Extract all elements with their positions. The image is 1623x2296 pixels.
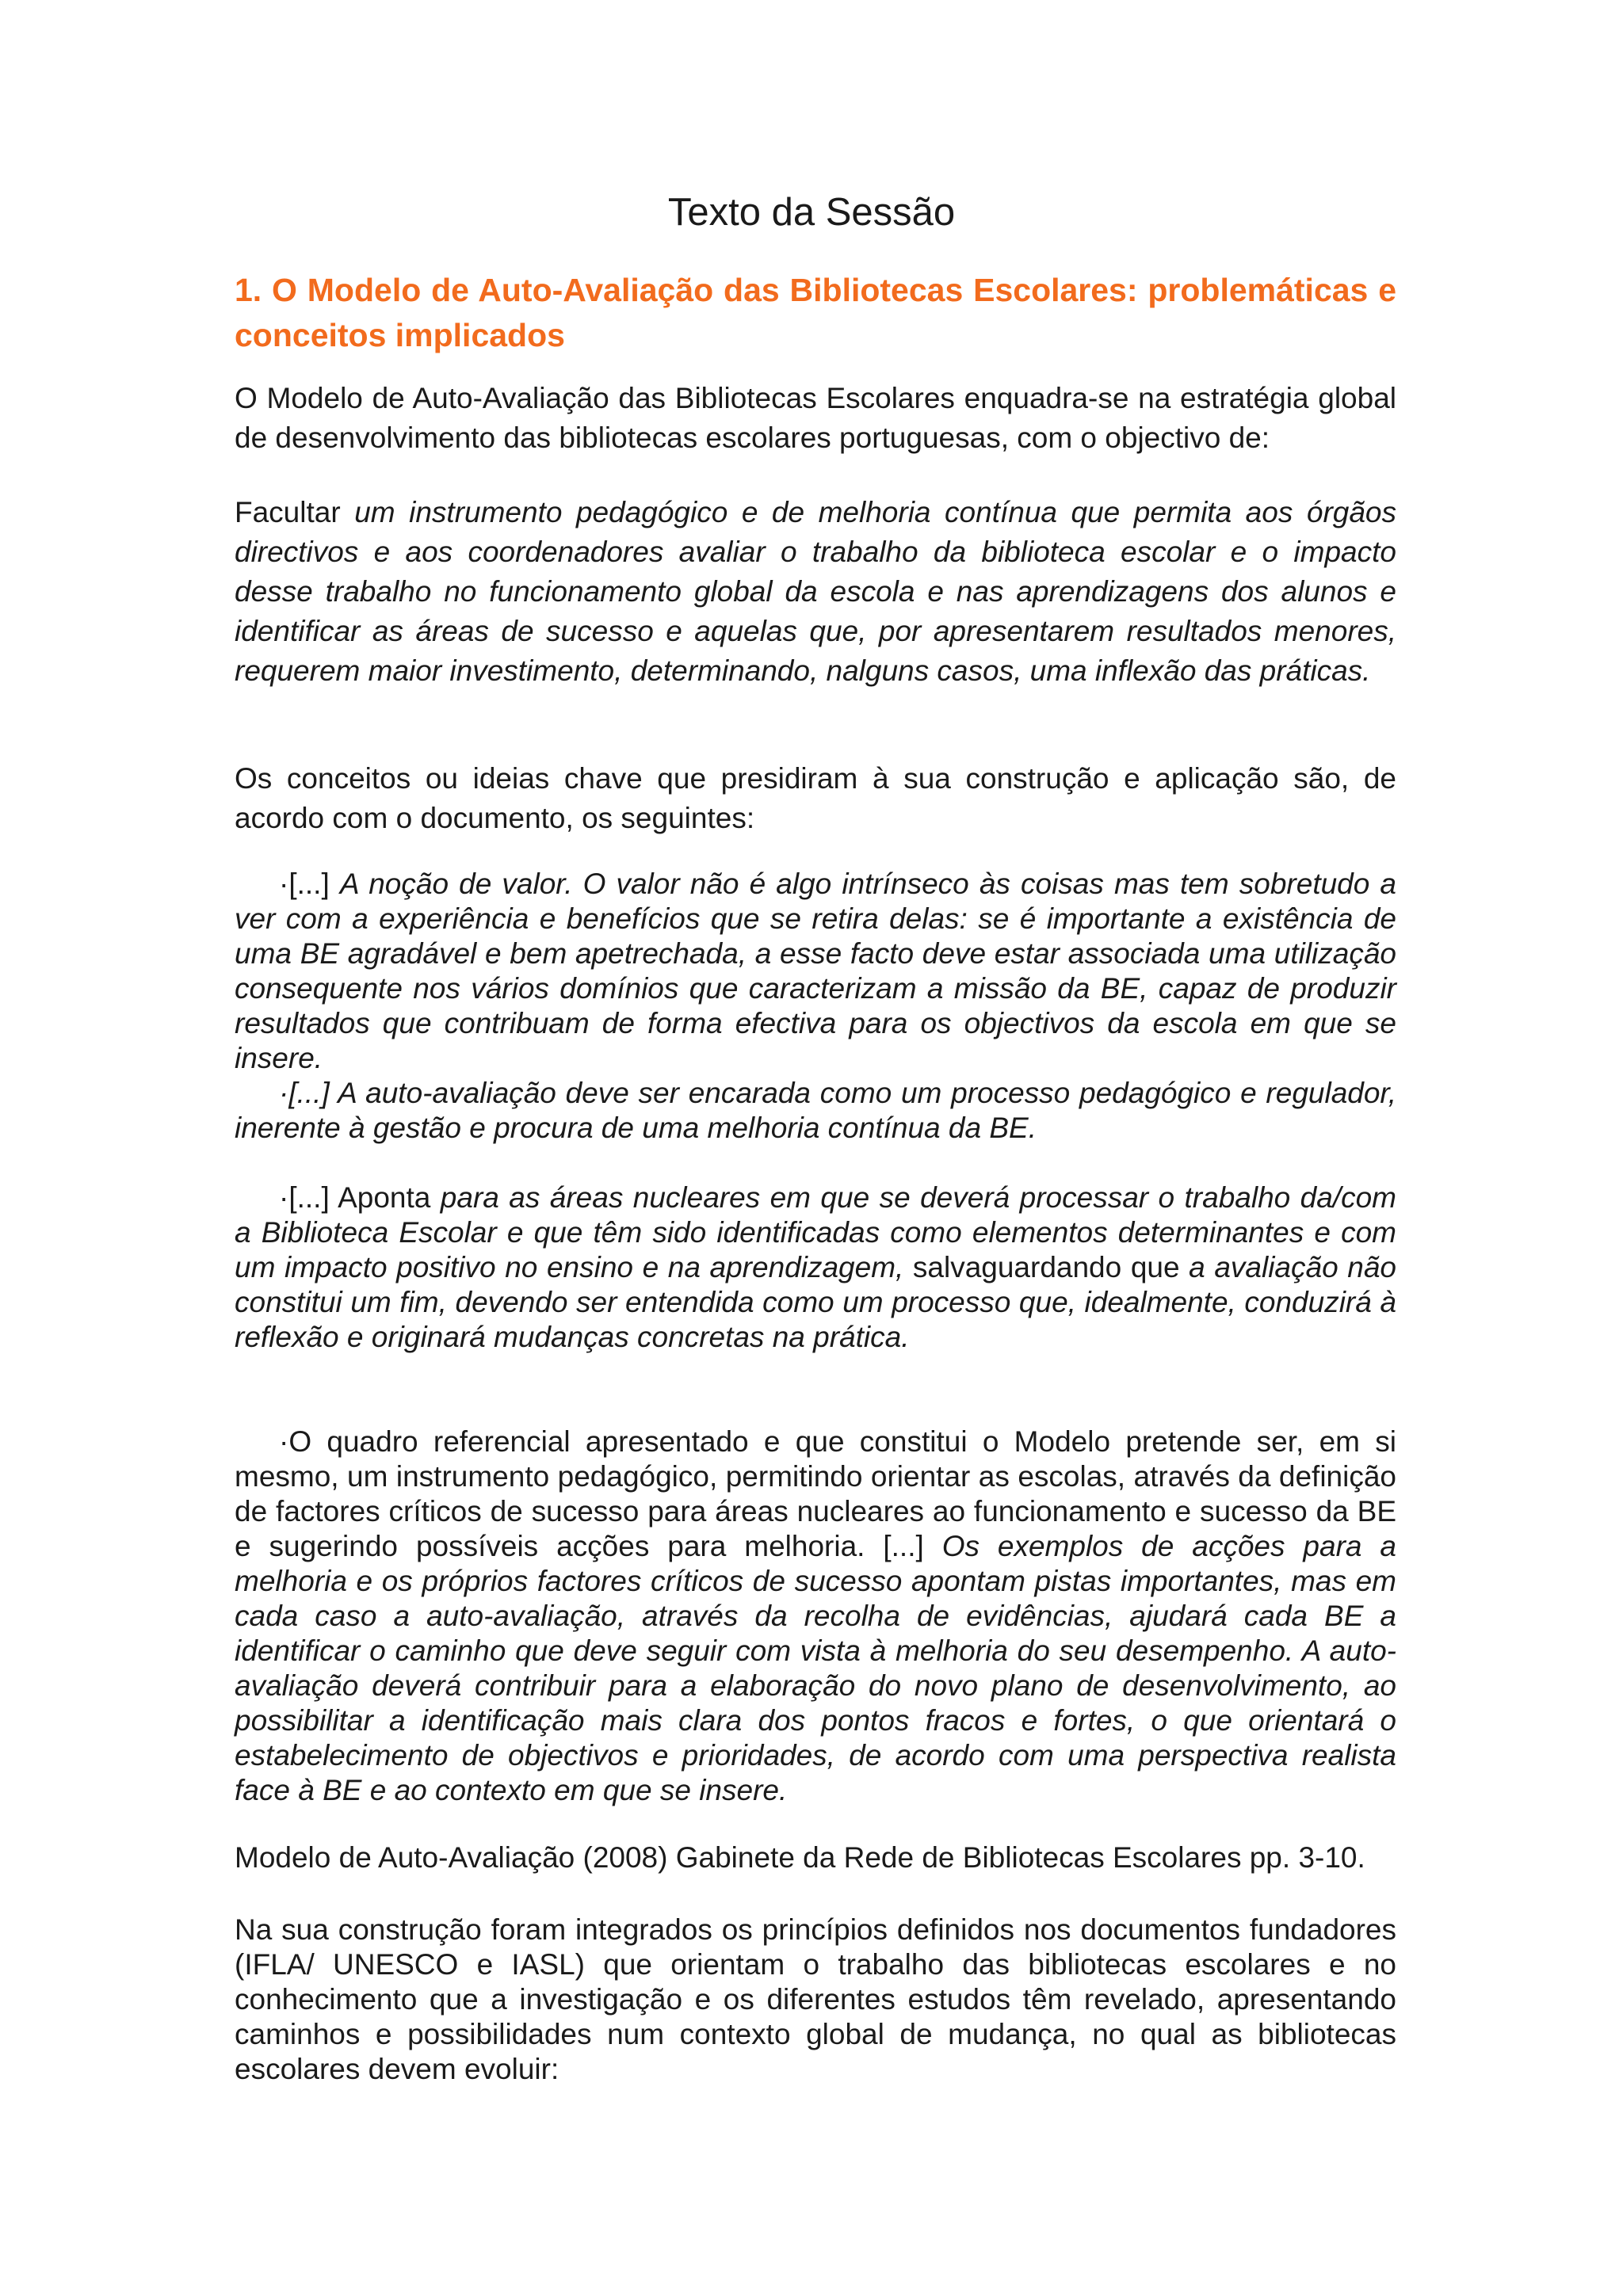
quote-core-areas-text1: para as áreas nucleares em que se deverá processar o trabalho da/com a Biblioteca Escolar e que têm sido identificadas como elementos determinantes e com um impacto positivo no ensino e na aprendizagem, <box>235 1181 1396 1283</box>
quote-value-text: A noção de valor. O valor não é algo intrínseco às coisas mas tem sobretudo a ver com a experiência e benefícios que se retira delas: se é importante a existência de uma BE agradável e bem apetrechada, a esse facto deve estar associada uma utilização consequente nos vários domínios que caracterizam a missão da BE, capaz de produzir resultados que contribuam de forma efectiva para os objectivos da escola em que se insere. <box>235 868 1397 1074</box>
quote-framework-text: Os exemplos de acções para a melhoria e os próprios factores críticos de sucesso apontam pistas importantes, mas em cada caso a auto-avaliação, através da recolha de evidências, ajudará cada BE a identificar o caminho que deve seguir com vista à melhoria do seu desempenho. A auto-avaliação deverá contribuir para a elaboração do novo plano de desenvolvimento, ao possibilitar a identificação mais clara dos pontos fracos e fortes, o que orientará o estabelecimento de objectivos e prioridades, de acordo com uma perspectiva realista face à BE e ao contexto em que se insere. <box>235 1530 1396 1806</box>
reference-citation: Modelo de Auto-Avaliação (2008) Gabinete da Rede de Bibliotecas Escolares pp. 3-10. <box>235 1841 1365 1874</box>
closing-paragraph: Na sua construção foram integrados os princípios definidos nos documentos fundadores (IFLA/ UNESCO e IASL) que orientam o trabalho das bibliotecas escolares e no conhecimento que a investigação e os diferentes estudos têm revelado, apresentando caminhos e possibilidades num contexto global de mudança, no qual as bibliotecas escolares devem evoluir: <box>235 1913 1396 2085</box>
objective-lead: Facultar <box>235 496 355 528</box>
quote-core-areas-lead: ·[...] Aponta <box>279 1181 441 1214</box>
concepts-intro-paragraph: Os conceitos ou ideias chave que presidiram à sua construção e aplicação são, de acordo com o documento, os seguintes: <box>235 762 1396 834</box>
objective-paragraph <box>235 493 1396 691</box>
quote-value <box>235 867 1396 1076</box>
quote-core-areas-text2: a avaliação não constitui um fim, devendo ser entendida como um processo que, idealmente, conduzirá à reflexão e originará mudanças concretas na prática. <box>235 1251 1396 1353</box>
intro-paragraph: O Modelo de Auto-Avaliação das Bibliotecas Escolares enquadra-se na estratégia global de desenvolvimento das bibliotecas escolares portuguesas, com o objectivo de: <box>235 382 1396 454</box>
quote-self-assessment: ·[...] A auto-avaliação deve ser encarada como um processo pedagógico e regulador, inerente à gestão e procura de uma melhoria contínua da BE. <box>235 1077 1396 1144</box>
quote-framework-lead: ·O quadro referencial apresentado e que constitui o Modelo pretende ser, em si mesmo, um instrumento pedagógico, permitindo orientar as escolas, através da definição de factores críticos de sucesso para áreas nucleares ao funcionamento e sucesso da BE e sugerindo possíveis acções para melhoria. [...] <box>235 1425 1396 1562</box>
quote-core-areas <box>235 1180 1396 1355</box>
objective-text: um instrumento pedagógico e de melhoria contínua que permita aos órgãos directivos e aos coordenadores avaliar o trabalho da biblioteca escolar e o impacto desse trabalho no funcionamento global da escola e nas aprendizagens dos alunos e identificar as áreas de sucesso e aquelas que, por apresentarem resultados menores, requerem maior investimento, determinando, nalguns casos, uma inflexão das práticas. <box>235 496 1396 687</box>
quote-value-lead: ·[...] <box>279 868 340 900</box>
page-title: Texto da Sessão <box>667 191 956 234</box>
quote-framework <box>235 1425 1396 1808</box>
quote-core-areas-mid: salvaguardando que <box>903 1251 1190 1283</box>
section-heading: 1. O Modelo de Auto-Avaliação das Bibliotecas Escolares: problemáticas e conceitos implicados <box>235 272 1396 353</box>
